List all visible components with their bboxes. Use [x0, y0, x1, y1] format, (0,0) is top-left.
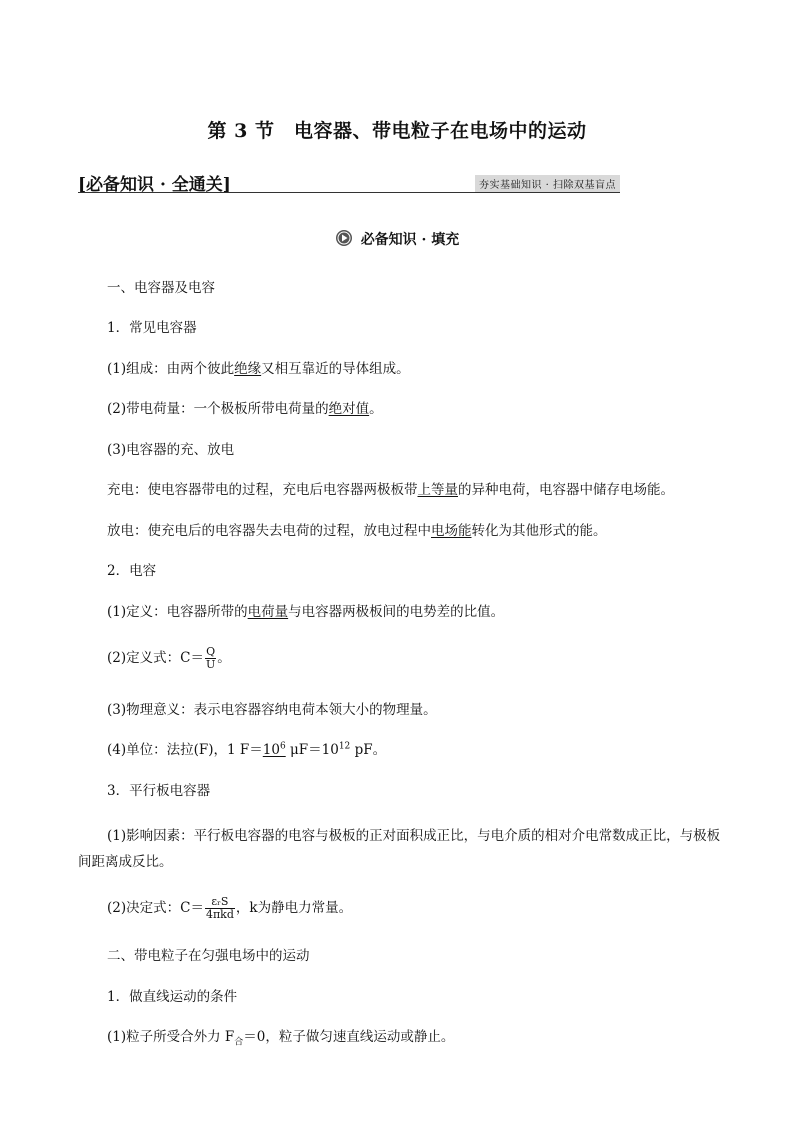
section-banner	[78, 170, 620, 193]
paragraph-discharging: 放电：使充电后的电容器失去电荷的过程，放电过程中电场能转化为其他形式的能。	[107, 523, 607, 539]
paragraph-influencing-factors: (1)影响因素：平行板电容器的电容与极板的正对面积成正比，与电介质的相对介电常数成正比，与极板间距离成反比。	[78, 828, 721, 870]
answer-blank: 绝缘	[234, 361, 262, 377]
subsection-heading-1-1: 1．常见电容器	[107, 320, 197, 336]
paragraph-unit: (4)单位：法拉(F)，1 $F=10^6$ $\mu F=10^{12}$ pF。	[107, 741, 387, 758]
page-title: 第 3 节 电容器、带电粒子在电场中的运动	[207, 120, 587, 142]
answer-blank: $10^6$	[262, 741, 286, 758]
paragraph-composition: (1)组成：由两个彼此绝缘又相互靠近的导体组成。	[107, 361, 410, 377]
banner-tagline: 夯实基础知识 · 扫除双基盲点	[475, 175, 620, 192]
subsection-heading-1-2: 2．电容	[107, 563, 157, 579]
answer-blank: 上等量	[417, 482, 458, 498]
paragraph-charge-amount: (2)带电荷量：一个极板所带电荷量的绝对值。	[107, 401, 383, 417]
subsection-heading-1-3: 3．平行板电容器	[107, 783, 211, 799]
paragraph-determinant-formula: (2)决定式：C＝ $\frac{\text{εᵣS}}{\text{4πkd}}$ ，k为静电力常量。	[107, 895, 353, 921]
paragraph-definition: (1)定义：电容器所带的电荷量与电容器两极板间的电势差的比值。	[107, 604, 505, 620]
subheading	[0, 229, 794, 251]
paragraph-physical-meaning: (3)物理意义：表示电容器容纳电荷本领大小的物理量。	[107, 702, 437, 718]
banner-title: [必备知识 · 全通关]	[78, 175, 231, 195]
paragraph-net-force: (1)粒子所受合外力 $F_合=0$，粒子做匀速直线运动或静止。	[107, 1029, 455, 1048]
subsection-heading-2-1: 1．做直线运动的条件	[107, 989, 238, 1005]
paragraph-definition-formula: (2)定义式：C＝ $\frac{Q}{U}$ 。	[107, 645, 231, 671]
section-heading-2: 二、带电粒子在匀强电场中的运动	[107, 948, 310, 964]
answer-blank: 绝对值	[328, 401, 370, 417]
play-circle-icon	[335, 229, 353, 251]
answer-blank: 电场能	[431, 523, 472, 539]
fraction-q-over-u: $\frac{Q}{U}$	[205, 645, 216, 671]
fraction-epsilon-s-over-4pikd: $\frac{\text{εᵣS}}{\text{4πkd}}$	[205, 895, 234, 921]
paragraph-charge-discharge: (3)电容器的充、放电	[107, 442, 235, 458]
subheading-text: 必备知识 · 填充	[360, 232, 460, 248]
section-heading-1: 一、电容器及电容	[107, 280, 215, 296]
answer-blank: 电荷量	[247, 604, 289, 620]
paragraph-charging: 充电：使电容器带电的过程，充电后电容器两极板带上等量的异种电荷，电容器中储存电场能。	[107, 482, 674, 498]
